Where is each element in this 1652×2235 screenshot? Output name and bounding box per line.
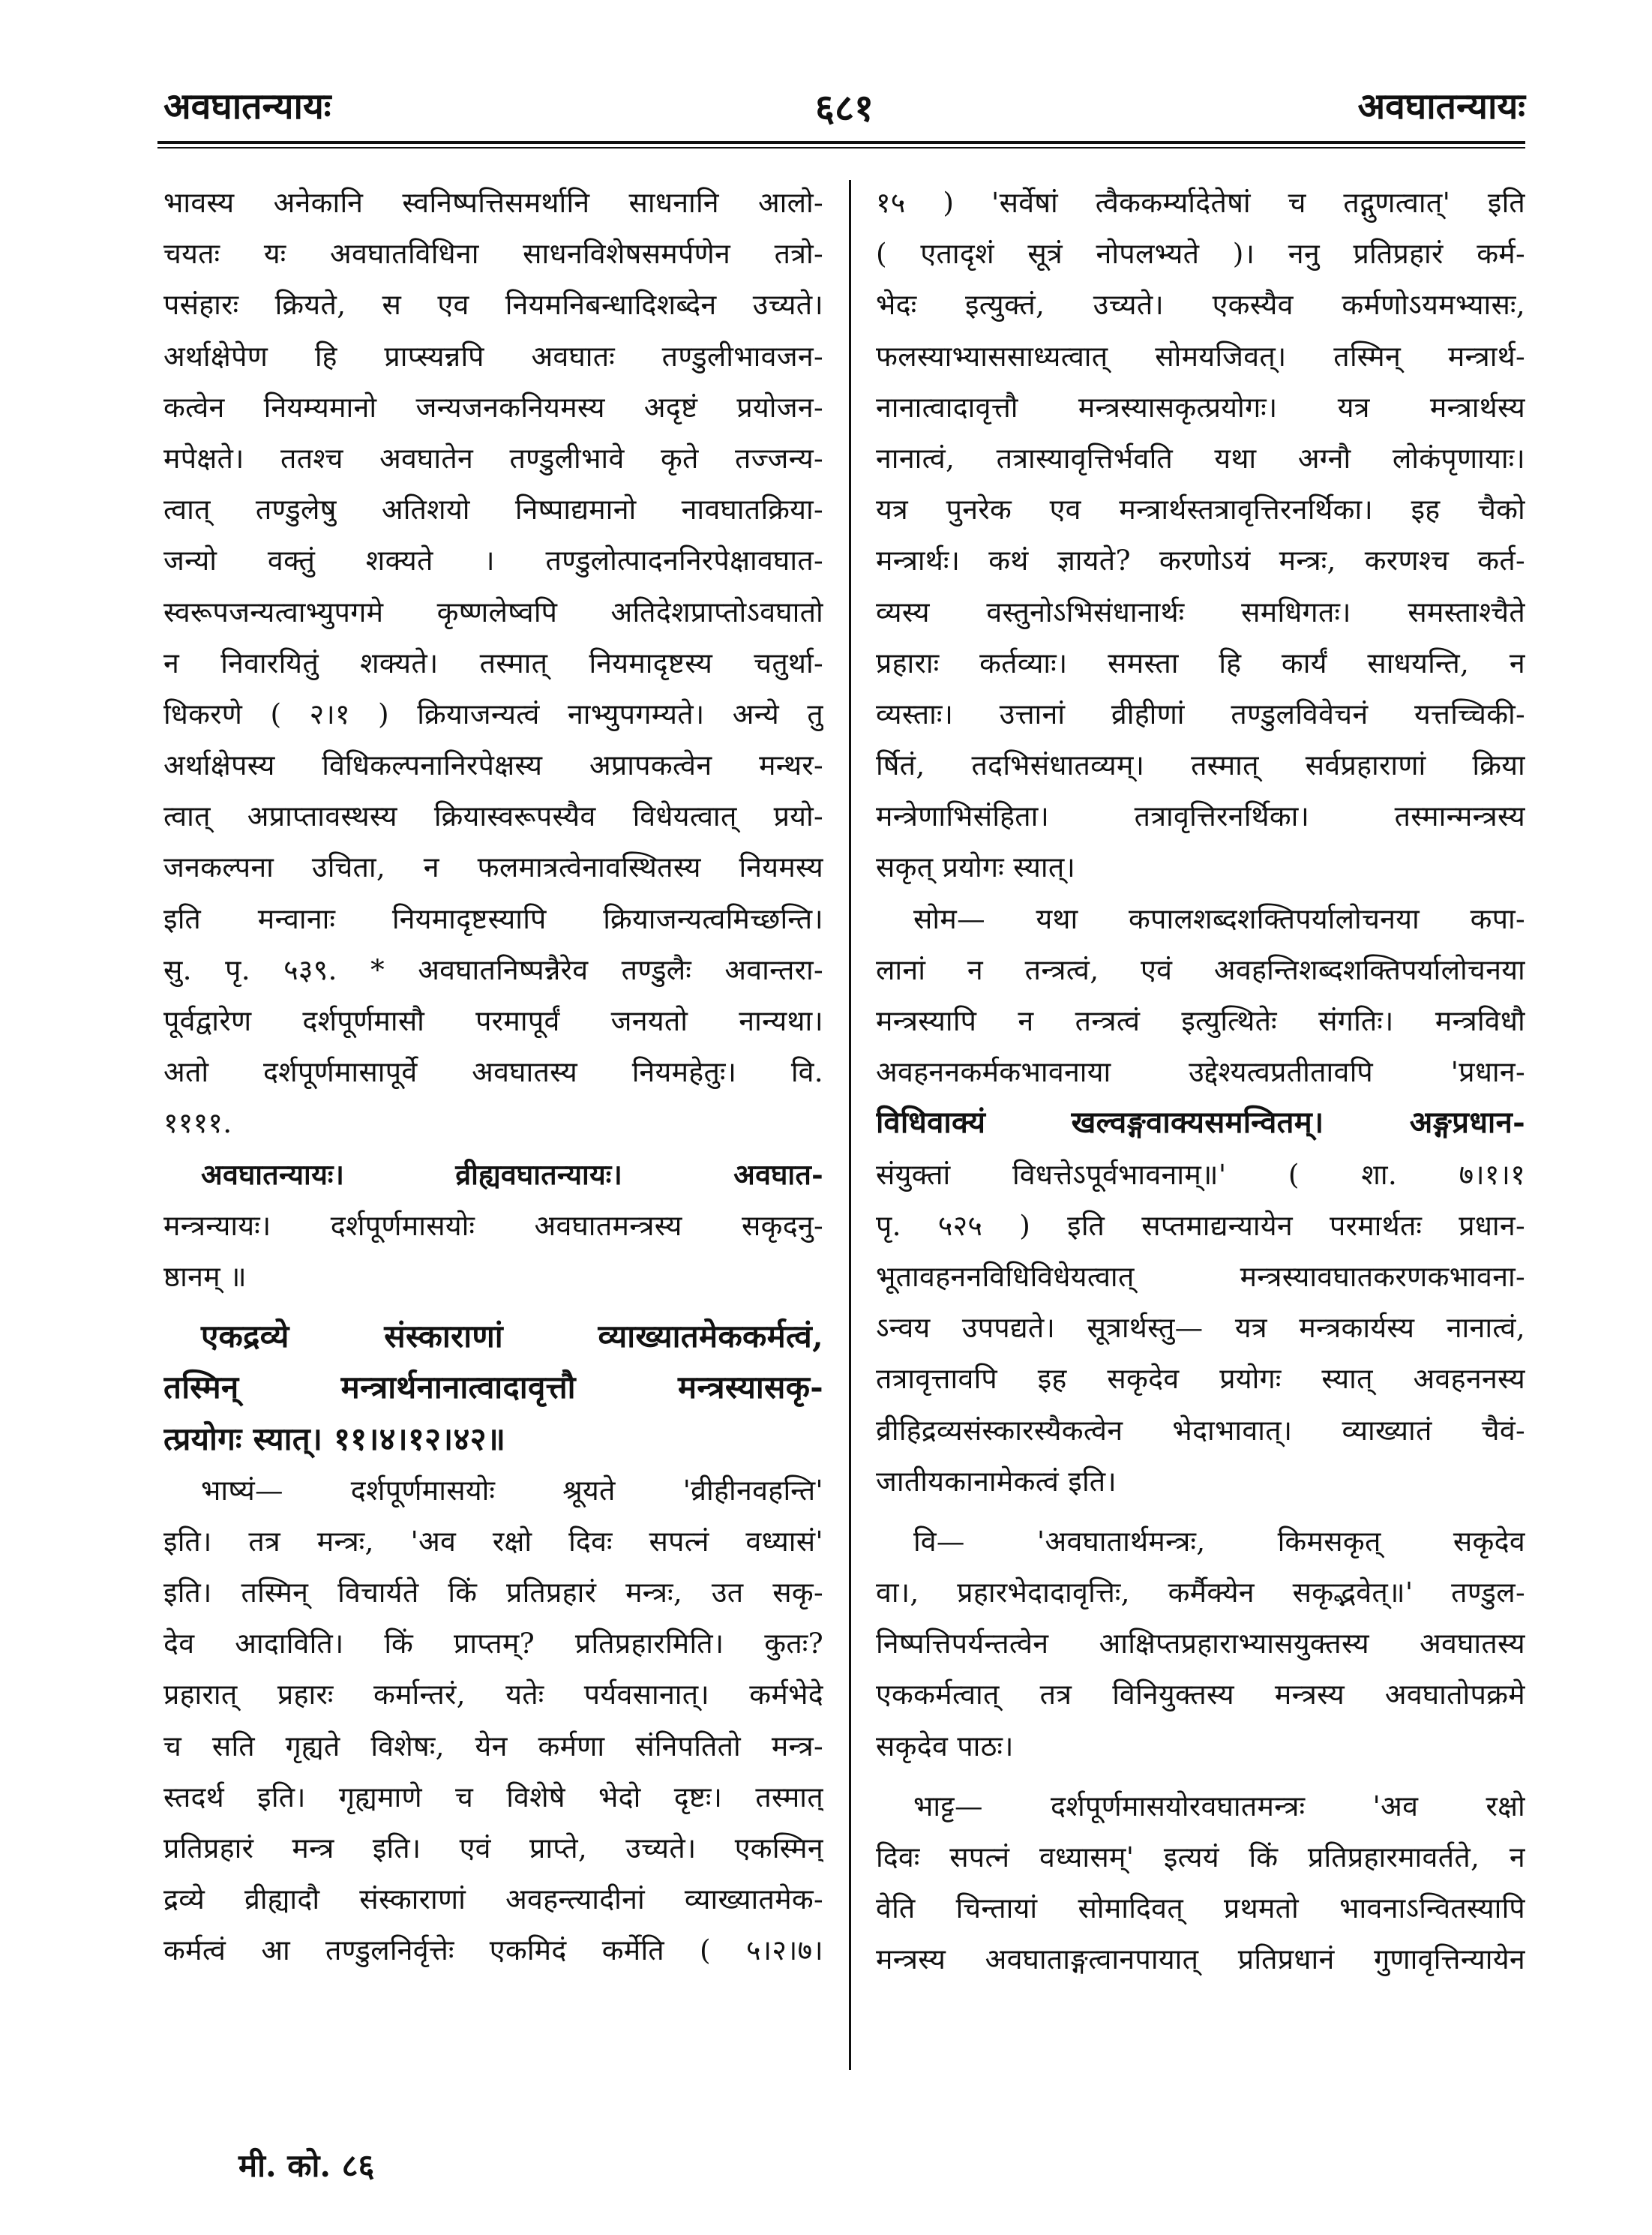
text-line: चयतः यः अवघातविधिना साधनविशेषसमर्पणेन तत्रो- — [163, 237, 823, 271]
text-line: वा।, प्रहारभेदादावृत्तिः, कर्मैक्येन सकृद्भवेत्॥' तण्डुल- — [876, 1576, 1525, 1610]
text-line: तत्रावृत्तावपि इह सकृदेव प्रयोगः स्यात् अवहननस्य — [876, 1362, 1525, 1396]
text-line: इति। तत्र मन्त्रः, 'अव रक्षो दिवः सपत्नं वध्यासं' — [163, 1524, 823, 1558]
text-line: ष्ठानम् ॥ — [163, 1259, 247, 1293]
text-line: ( एतादृशं सूत्रं नोपलभ्यते )। ननु प्रतिप्रहारं कर्म- — [876, 237, 1525, 271]
text-line: १५ ) 'सर्वेषां त्वैककर्म्यादेतेषां च तद्गुणत्वात्' इति — [876, 186, 1525, 219]
text-line: कत्वेन नियम्यमानो जन्यजनकनियमस्य अदृष्टं प्रयोजन- — [163, 390, 823, 424]
text-line: अवहननकर्मकभावनाया उद्देश्यत्वप्रतीतावपि 'प्रधान- — [876, 1055, 1525, 1089]
section-heading-text: अवघातन्यायः। व्रीह्यवघातन्यायः। अवघात- — [201, 1157, 823, 1191]
text-line: नानात्वादावृत्तौ मन्त्रस्यासकृत्प्रयोगः। यत्र मन्त्रार्थस्य — [876, 390, 1525, 424]
page-number: ६८१ — [815, 86, 874, 130]
text-line: मन्त्रार्थः। कथं ज्ञायते? करणोऽयं मन्त्रः, करणश्च कर्त- — [876, 544, 1525, 578]
text-line: जन्यो वक्तुं शक्यते । तण्डुलोत्पादननिरपेक्षावघात- — [163, 544, 823, 578]
text-line: ऽन्वय उपपद्यते। सूत्रार्थस्तु— यत्र मन्त्रकार्यस्य नानात्वं, — [876, 1311, 1525, 1345]
text-line: पसंहारः क्रियते, स एव नियमनिबन्धादिशब्देन उच्यते। — [163, 288, 823, 322]
text-line: द्रव्ये व्रीह्यादौ संस्काराणां अवहन्त्यादीनां व्याख्यातमेक- — [163, 1882, 823, 1916]
text-line: वेति चिन्तायां सोमादिवत् प्रथमतो भावनाऽन्वितस्यापि — [876, 1892, 1525, 1925]
sutra-line: तस्मिन् मन्त्रार्थनानात्वादावृत्तौ मन्त्रस्यासकृ- — [163, 1369, 823, 1406]
text-line: व्यस्य वस्तुनोऽभिसंधानार्थः समधिगतः। समस्ताश्चैते — [876, 595, 1525, 628]
text-line: सकृत् प्रयोगः स्यात्। — [876, 850, 1076, 884]
text-line: स्वरूपजन्यत्वाभ्युपगमे कृष्णलेष्वपि अतिदेशप्राप्तोऽवघातो — [163, 595, 823, 628]
text-line: अर्थाक्षेपस्य विधिकल्पनानिरपेक्षस्य अप्रापकत्वेन मन्थर- — [163, 748, 823, 782]
text-line: एककर्मत्वात् तत्र विनियुक्तस्य मन्त्रस्य अवघातोपक्रमे — [876, 1678, 1525, 1712]
text-line: भाष्यं— दर्शपूर्णमासयोः श्रूयते 'व्रीहीनवहन्ति' — [201, 1473, 823, 1507]
sutra-line: त्प्रयोगः स्यात्। ११।४।१२।४२॥ — [163, 1420, 506, 1457]
text-line: इति मन्वानाः नियमादृष्टस्यापि क्रियाजन्यत्वमिच्छन्ति। — [163, 902, 823, 935]
text-line: व्यस्ताः। उत्तानां व्रीहीणां तण्डुलविवेचनं यत्तच्चिकी- — [876, 697, 1525, 730]
text-line: भेदः इत्युक्तं, उच्यते। एकस्यैव कर्मणोऽयमभ्यासः, — [876, 288, 1525, 322]
text-line: कर्मत्वं आ तण्डुलनिर्वृत्तेः एकमिदं कर्मेति ( ५।२।७। — [163, 1934, 823, 1967]
text-line: त्वात् अप्राप्तावस्थस्य क्रियास्वरूपस्यैव विधेयत्वात् प्रयो- — [163, 800, 823, 833]
left-column — [163, 177, 823, 2067]
text-line: मन्त्रन्यायः। दर्शपूर्णमासयोः अवघातमन्त्रस्य सकृदनु- — [163, 1208, 823, 1242]
section-heading — [163, 1149, 823, 1200]
text-line: मपेक्षते। ततश्च अवघातेन तण्डुलीभावे कृते तज्जन्य- — [163, 441, 823, 475]
text-line: यत्र पुनरेक एव मन्त्रार्थस्तत्रावृत्तिरनर्थिका। इह चैको — [876, 493, 1525, 526]
signature-mark: मी. को. ८६ — [238, 2147, 375, 2184]
text-line: देव आदाविति। किं प्राप्तम्? प्रतिप्रहारमिति। कुतः? — [163, 1627, 823, 1660]
text-line: जातीयकानामेकत्वं इति। — [876, 1464, 1117, 1498]
text-line: फलस्याभ्याससाध्यत्वात् सोमयजिवत्। तस्मिन् मन्त्रार्थ- — [876, 339, 1525, 373]
text-line: व्रीहिद्रव्यसंस्कारस्यैकत्वेन भेदाभावात्। व्याख्यातं चैवं- — [876, 1413, 1525, 1447]
text-line: अर्थाक्षेपेण हि प्राप्स्यन्नपि अवघातः तण्डुलीभावजन- — [163, 339, 823, 373]
text-line: प्रहाराः कर्तव्याः। समस्ता हि कार्यं साधयन्ति, न — [876, 646, 1525, 680]
text-line: इति। तस्मिन् विचार्यते किं प्रतिप्रहारं मन्त्रः, उत सकृ- — [163, 1576, 823, 1610]
text-line: मन्त्रस्यापि न तन्त्रत्वं इत्युत्थितेः संगतिः। मन्त्रविधौ — [876, 1004, 1525, 1037]
text-line: भाट्ट— दर्शपूर्णमासयोरवघातमन्त्रः 'अव रक्षो — [913, 1789, 1525, 1822]
text-line: अतो दर्शपूर्णमासापूर्वे अवघातस्य नियमहेतुः। वि. — [163, 1055, 823, 1089]
text-line: धिकरणे ( २।१ ) क्रियाजन्यत्वं नाभ्युपगम्यते। अन्ये तु — [163, 697, 823, 730]
text-line: सकृदेव पाठः। — [876, 1729, 1014, 1762]
text-line: दिवः सपत्नं वध्यासम्' इत्ययं किं प्रतिप्रहारमावर्तते, न — [876, 1840, 1525, 1874]
text-line: निष्पत्तिपर्यन्तत्वेन आक्षिप्तप्रहाराभ्यासयुक्तस्य अवघातस्य — [876, 1627, 1525, 1660]
running-head-left: अवघातन्यायः — [163, 86, 331, 128]
text-line: पृ. ५२५ ) इति सप्तमाद्यन्यायेन परमार्थतः प्रधान- — [876, 1208, 1525, 1242]
text-line: वि— 'अवघातार्थमन्त्रः, किमसकृत् सकृदेव — [913, 1524, 1525, 1558]
text-line: च सति गृह्यते विशेषः, येन कर्मणा संनिपतितो मन्त्र- — [163, 1729, 823, 1762]
text-line: संयुक्तां विधत्तेऽपूर्वभावनाम्॥' ( शा. ७।१।१ — [876, 1157, 1525, 1191]
header-rule-thin — [157, 147, 1525, 148]
column-rule — [849, 180, 851, 2070]
text-line: प्रहारात् प्रहारः कर्मान्तरं, यतेः पर्यवसानात्। कर्मभेदे — [163, 1678, 823, 1712]
text-line: सु. पृ. ५३९. * अवघातनिष्पन्नैरेव तण्डुलैः अवान्तरा- — [163, 952, 823, 986]
sutra-line: एकद्रव्ये संस्काराणां व्याख्यातमेककर्मत्वं, — [201, 1318, 823, 1355]
text-line: मन्त्रेणाभिसंहिता। तत्रावृत्तिरनर्थिका। तस्मान्मन्त्रस्य — [876, 800, 1525, 833]
text-line: जनकल्पना उचिता, न फलमात्रत्वेनावस्थितस्य नियमस्य — [163, 850, 823, 884]
text-line: पूर्वद्वारेण दर्शपूर्णमासौ परमापूर्वं जनयतो नान्यथा। — [163, 1004, 823, 1037]
text-line: सोम— यथा कपालशब्दशक्तिपर्यालोचनया कपा- — [913, 902, 1525, 935]
header-rule — [157, 141, 1525, 144]
text-line: र्षितं, तदभिसंधातव्यम्। तस्मात् सर्वप्रहाराणां क्रिया — [876, 748, 1525, 782]
text-line: मन्त्रस्य अवघाताङ्गत्वानपायात् प्रतिप्रधानं गुणावृत्तिन्यायेन — [876, 1942, 1525, 1976]
page-header — [163, 81, 1525, 134]
text-line: भावस्य अनेकानि स्वनिष्पत्तिसमर्थानि साधनानि आलो- — [163, 186, 823, 219]
text-line: विधिवाक्यं खल्वङ्गवाक्यसमन्वितम्। अङ्गप्रधान- — [876, 1105, 1525, 1141]
text-line: ११११. — [163, 1106, 232, 1140]
running-head-right: अवघातन्यायः — [1357, 86, 1525, 128]
text-line: स्तदर्थ इति। गृह्यमाणे च विशेषे भेदो दृष्टः। तस्मात् — [163, 1780, 823, 1814]
text-line: न निवारयितुं शक्यते। तस्मात् नियमादृष्टस्य चतुर्था- — [163, 646, 823, 680]
text-line: भूतावहननविधिविधेयत्वात् मन्त्रस्यावघातकरणकभावना- — [876, 1259, 1525, 1293]
text-line: नानात्वं, तत्रास्यावृत्तिर्भवति यथा अग्नौ लोकंपृणायाः। — [876, 441, 1525, 475]
text-line: लानां न तन्त्रत्वं, एवं अवहन्तिशब्दशक्तिपर्यालोचनया — [876, 952, 1525, 986]
text-line: त्वात् तण्डुलेषु अतिशयो निष्पाद्यमानो नावघातक्रिया- — [163, 493, 823, 526]
text-line: प्रतिप्रहारं मन्त्र इति। एवं प्राप्ते, उच्यते। एकस्मिन् — [163, 1832, 823, 1864]
right-column — [876, 177, 1525, 2067]
